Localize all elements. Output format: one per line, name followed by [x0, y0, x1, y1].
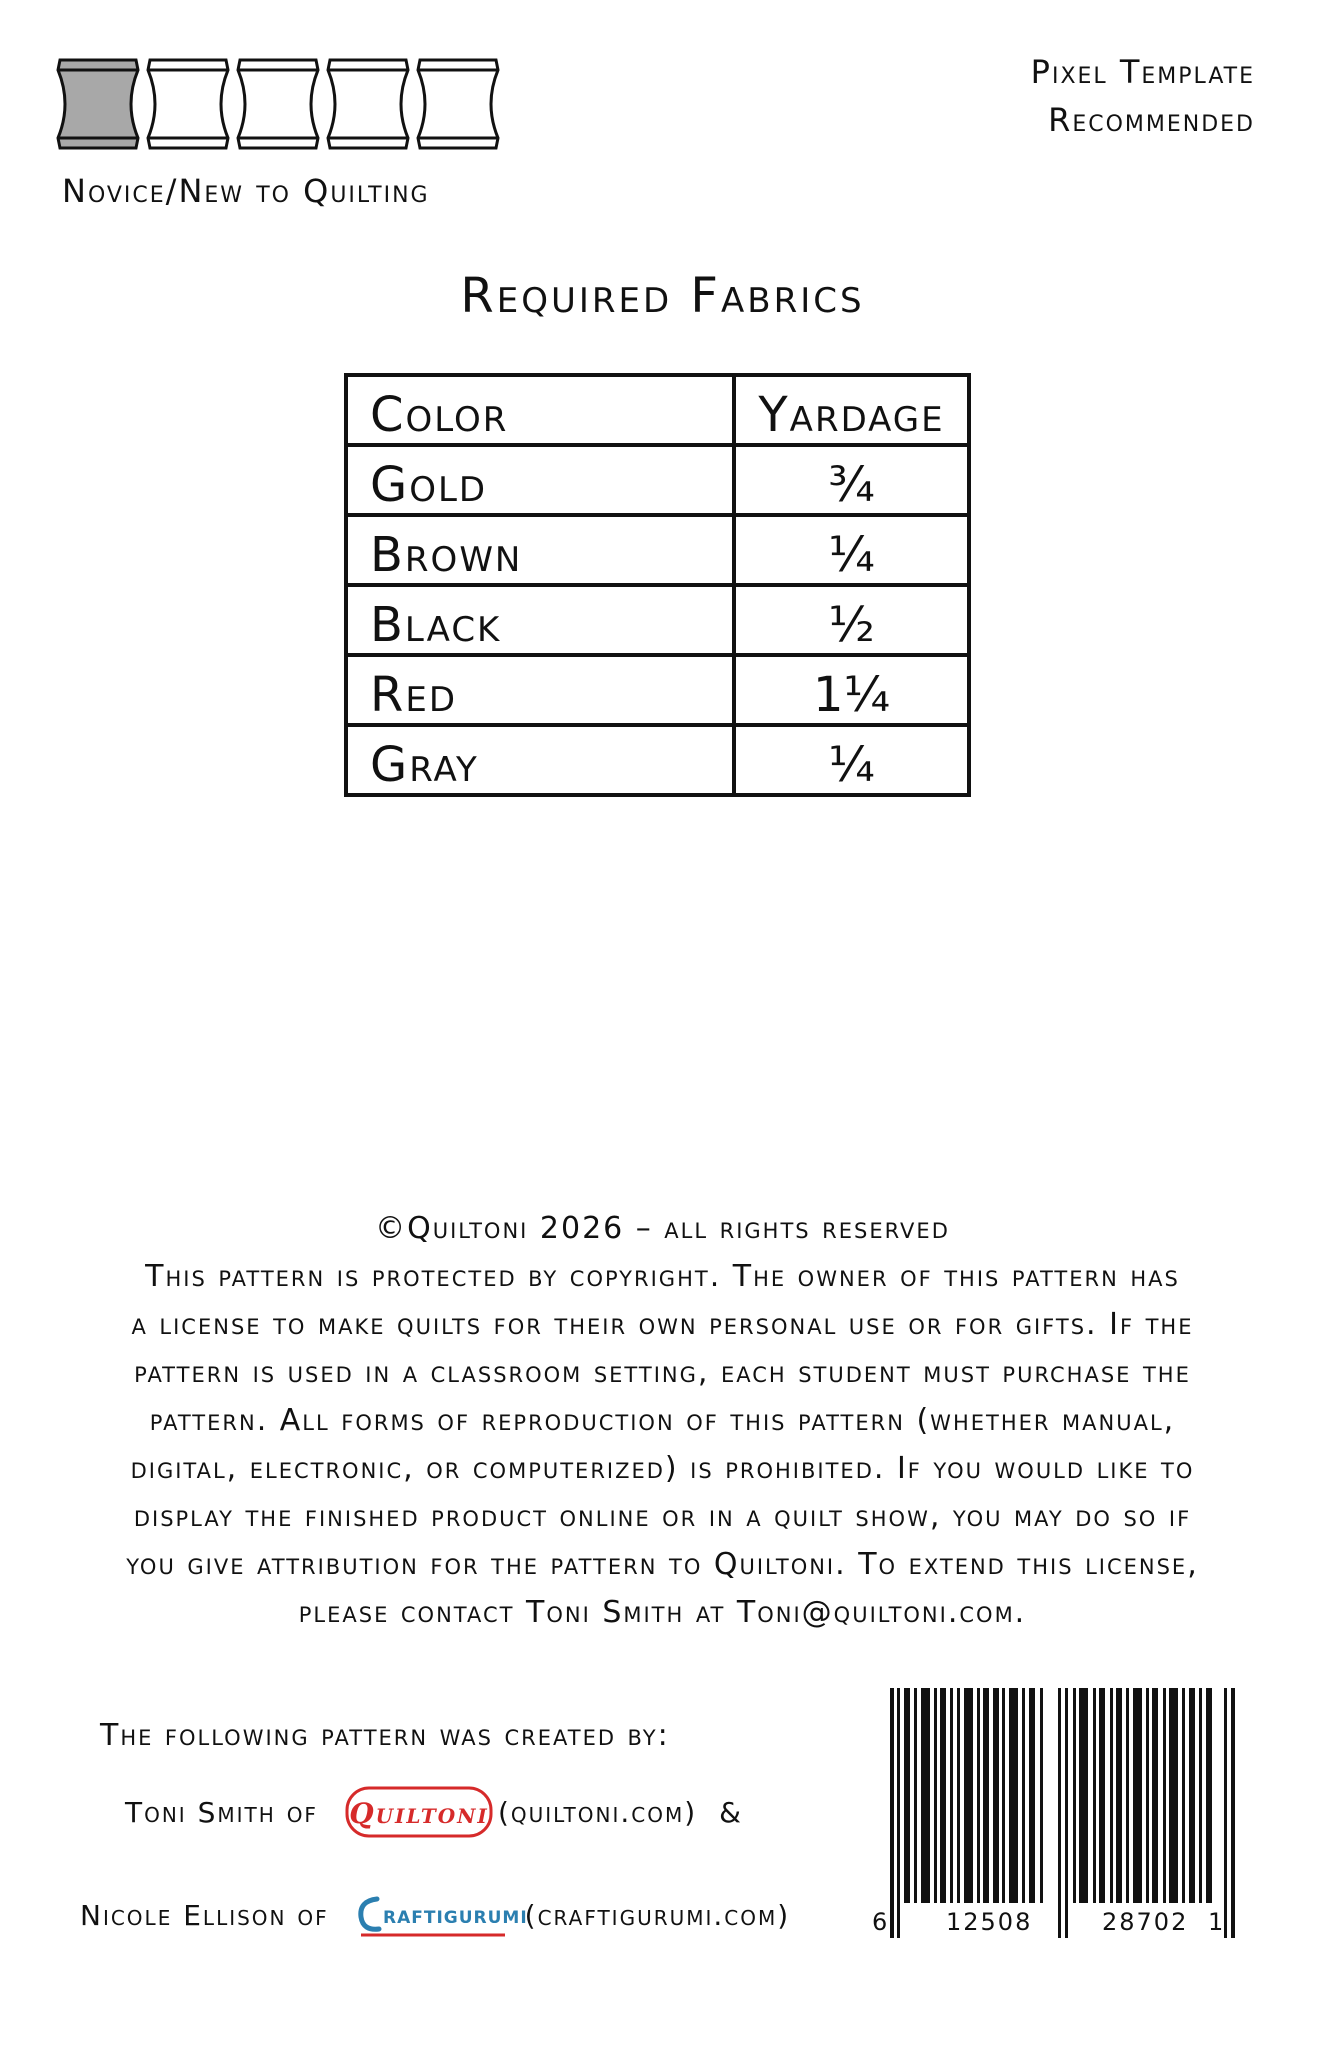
designer-site: (quiltoni.com): [497, 1795, 698, 1829]
fabric-yardage-cell: 1¼: [734, 655, 969, 725]
fabric-color-cell: Gold: [346, 445, 734, 515]
column-header-yardage: Yardage: [734, 375, 969, 445]
template-note-line: Pixel Template: [1030, 53, 1255, 91]
spool-icon: [324, 56, 412, 152]
fabrics-table: [344, 373, 971, 797]
designer-name: Nicole Ellison of: [80, 1898, 329, 1932]
fabric-yardage-cell: ½: [734, 585, 969, 655]
license-line: This pattern is protected by copyright. The owner of this pattern has: [145, 1259, 1180, 1294]
license-line: pattern is used in a classroom setting, each student must purchase the: [134, 1355, 1191, 1390]
fabric-color-cell: Red: [346, 655, 734, 725]
column-header-color: Color: [346, 375, 734, 445]
license-line: you give attribution for the pattern to Quiltoni. To extend this license,: [126, 1547, 1199, 1582]
quiltoni-logo: [344, 1782, 494, 1842]
fabric-color-cell: Brown: [346, 515, 734, 585]
credit-designer-2: [80, 1885, 790, 1945]
template-note-line: Recommended: [1048, 101, 1255, 139]
license-text: [20, 1253, 1305, 1637]
barcode-digit-group: 1: [1208, 1908, 1226, 1936]
template-note: [1031, 48, 1255, 144]
svg-text:RAFTIGURUMI: RAFTIGURUMI: [382, 1908, 528, 1928]
spool-icon: [234, 56, 322, 152]
table-header-row: [346, 375, 969, 445]
designer-site: (craftigurumi.com): [524, 1898, 791, 1932]
barcode-digit-group: 12508: [946, 1908, 1033, 1936]
fabrics-title: Required Fabrics: [460, 268, 865, 324]
spool-icon: [144, 56, 232, 152]
license-line: pattern. All forms of reproduction of this pattern (whether manual,: [149, 1403, 1176, 1438]
barcode-digit-group: 6: [872, 1908, 890, 1936]
license-line: display the finished product online or in a quilt show, you may do so if: [133, 1499, 1192, 1534]
copyright-heading: ©Quiltoni 2026 – all rights reserved: [375, 1211, 950, 1246]
license-line: digital, electronic, or computerized) is prohibited. If you would like to: [130, 1451, 1195, 1486]
barcode: [890, 1688, 1246, 1938]
spool-icon: [54, 56, 142, 152]
fabric-color-cell: Black: [346, 585, 734, 655]
ampersand: &: [719, 1795, 743, 1829]
designer-name: Toni Smith of: [125, 1795, 318, 1829]
barcode-digit-group: 28702: [1102, 1908, 1189, 1936]
fabric-color-cell: Gray: [346, 725, 734, 795]
spool-icon: [414, 56, 502, 152]
table-row: [346, 655, 969, 725]
credits-intro: The following pattern was created by:: [100, 1718, 670, 1753]
difficulty-label: Novice/New to Quilting: [62, 172, 430, 210]
table-row: [346, 515, 969, 585]
table-row: [346, 585, 969, 655]
fabric-yardage-cell: ¼: [734, 725, 969, 795]
license-line: a license to make quilts for their own personal use or for gifts. If the: [131, 1307, 1194, 1342]
barcode-digits: [870, 1908, 1230, 1948]
fabric-yardage-cell: ¾: [734, 445, 969, 515]
svg-text:Quiltoni: Quiltoni: [349, 1797, 489, 1830]
table-row: [346, 725, 969, 795]
difficulty-rating: [54, 56, 502, 152]
craftigurumi-logo: [353, 1887, 528, 1943]
credit-designer-1: [125, 1782, 743, 1842]
fabric-yardage-cell: ¼: [734, 515, 969, 585]
table-row: [346, 445, 969, 515]
license-line: please contact Toni Smith at Toni@quiltoni.com.: [298, 1595, 1027, 1630]
